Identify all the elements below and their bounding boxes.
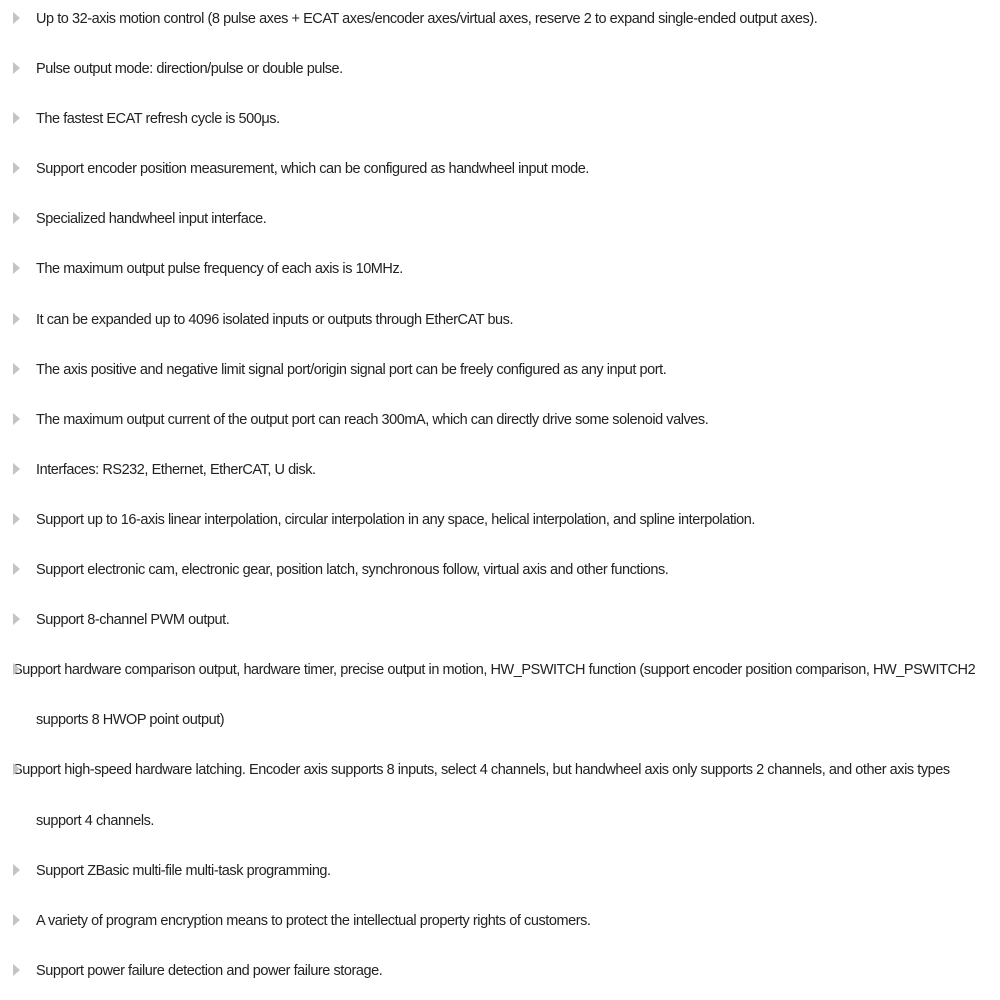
feature-text: Support hardware comparison output, hardware timer, precise output in motion, HW_PSWITCH function (support encoder position comparison, HW_PSWITCH2 supports 8 HWOP point output): [13, 662, 976, 729]
bullet-triangle-icon: [13, 613, 20, 625]
feature-text: A variety of program encryption means to protect the intellectual property rights of customers.: [36, 912, 591, 929]
feature-text: Support ZBasic multi-file multi-task programming.: [36, 862, 331, 879]
feature-text: Interfaces: RS232, Ethernet, EtherCAT, U disk.: [36, 461, 316, 478]
feature-text: Pulse output mode: direction/pulse or double pulse.: [36, 61, 343, 78]
feature-item: [0, 0, 1000, 44]
feature-text: The maximum output pulse frequency of each axis is 10MHz.: [36, 261, 403, 278]
feature-item: [0, 244, 1000, 294]
feature-text: Support 8-channel PWM output.: [36, 612, 230, 629]
feature-item: [0, 745, 1000, 845]
feature-item: [0, 495, 1000, 545]
feature-item: [0, 545, 1000, 595]
bullet-triangle-icon: [13, 162, 20, 174]
bullet-triangle-icon: [13, 12, 20, 24]
feature-text: The fastest ECAT refresh cycle is 500μs.: [36, 111, 280, 128]
feature-text: The maximum output current of the output port can reach 300mA, which can directly drive some solenoid valves.: [36, 411, 709, 428]
bullet-triangle-icon: [13, 112, 20, 124]
feature-item: [0, 595, 1000, 645]
feature-item: [0, 94, 1000, 144]
feature-item: [0, 44, 1000, 94]
feature-text: Support electronic cam, electronic gear, position latch, synchronous follow, virtual axis and other functions.: [36, 562, 669, 579]
bullet-triangle-icon: [13, 513, 20, 525]
feature-text: The axis positive and negative limit signal port/origin signal port can be freely configured as any input port.: [36, 361, 667, 378]
feature-text: It can be expanded up to 4096 isolated inputs or outputs through EtherCAT bus.: [36, 311, 514, 328]
feature-text: Support power failure detection and power failure storage.: [36, 962, 383, 979]
feature-item: [0, 395, 1000, 445]
feature-text: Support high-speed hardware latching. Encoder axis supports 8 inputs, select 4 channels, but handwheel axis only supports 2 channels, and other axis types support 4 channels.: [13, 762, 950, 829]
feature-item: [0, 846, 1000, 896]
feature-item: [0, 194, 1000, 244]
bullet-triangle-icon: [13, 964, 20, 976]
feature-item: [0, 445, 1000, 495]
bullet-triangle-icon: [13, 663, 20, 675]
feature-text: Up to 32-axis motion control (8 pulse axes + ECAT axes/encoder axes/virtual axes, reserve 2 to expand single-ended output axes).: [36, 11, 818, 27]
bullet-triangle-icon: [13, 62, 20, 74]
bullet-triangle-icon: [13, 563, 20, 575]
bullet-triangle-icon: [13, 262, 20, 274]
feature-item: [0, 345, 1000, 395]
feature-item: [0, 295, 1000, 345]
bullet-triangle-icon: [13, 914, 20, 926]
bullet-triangle-icon: [13, 463, 20, 475]
feature-text: Support up to 16-axis linear interpolation, circular interpolation in any space, helical interpolation, and spline interpolation.: [36, 511, 755, 528]
bullet-triangle-icon: [13, 212, 20, 224]
bullet-triangle-icon: [13, 413, 20, 425]
feature-item: [0, 896, 1000, 946]
bullet-triangle-icon: [13, 363, 20, 375]
bullet-triangle-icon: [13, 313, 20, 325]
feature-item: [0, 645, 1000, 745]
feature-item: [0, 946, 1000, 996]
feature-text: Specialized handwheel input interface.: [36, 211, 267, 228]
bullet-triangle-icon: [13, 763, 20, 775]
bullet-triangle-icon: [13, 864, 20, 876]
feature-text: Support encoder position measurement, which can be configured as handwheel input mode.: [36, 161, 589, 178]
feature-item: [0, 144, 1000, 194]
